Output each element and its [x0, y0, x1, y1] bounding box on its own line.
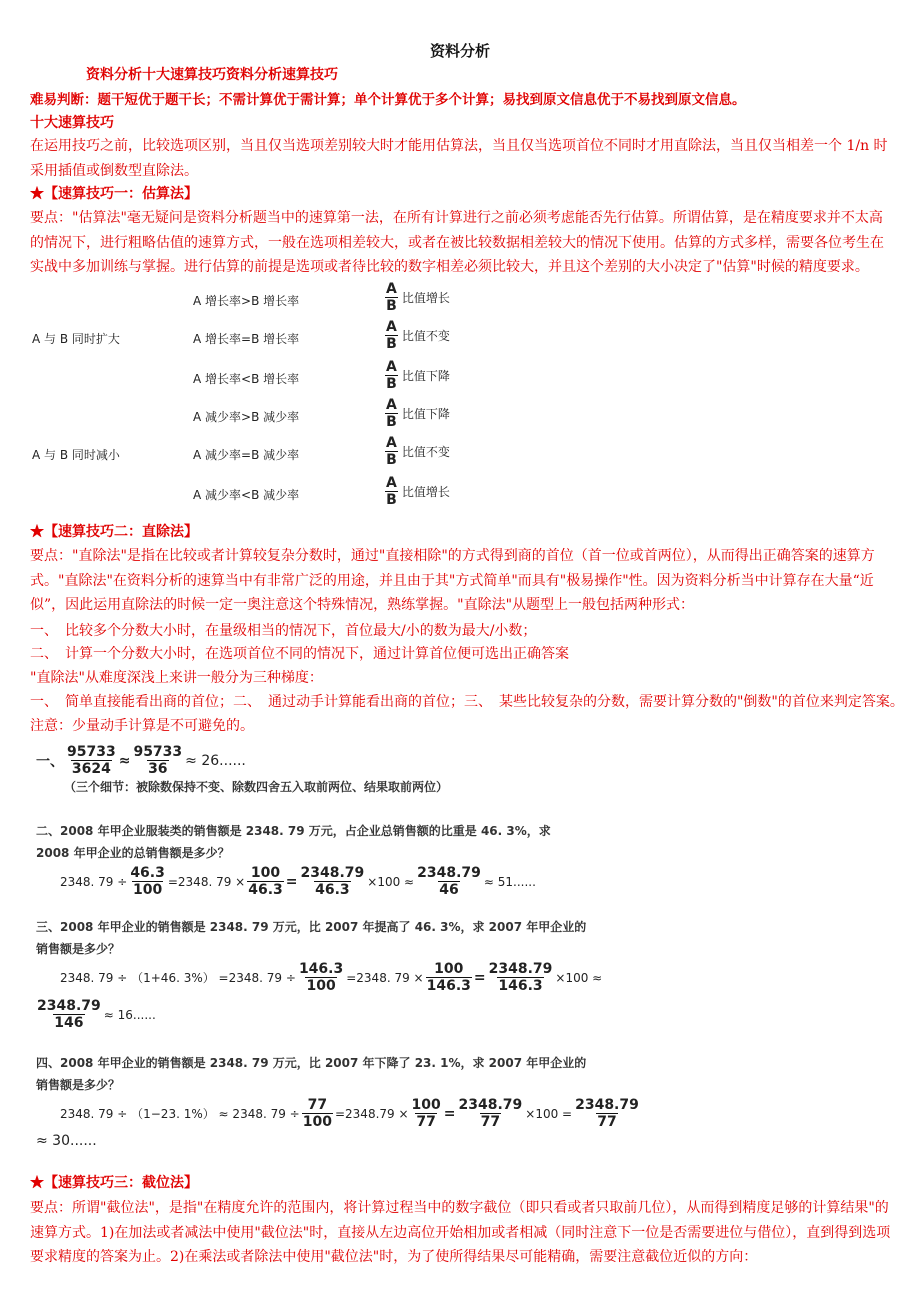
tip2-levels: 一、 简单直接能看出商的首位；二、 通过动手计算能看出商的首位；三、 某些比较复杂的分数，需要计算分数的"倒数"的首位来判定答案。 — [30, 694, 904, 710]
ab-fraction: $\frac{A}{B}$ — [386, 435, 397, 468]
table-cond: A 减少率<B 减少率 — [193, 488, 300, 502]
tip3-body: 要点：所谓"截位法"，是指"在精度允许的范围内，将计算过程当中的数字截位（即只看或者只取前几位），从而得到精度足够的计算结果"的速算方式。1)在加法或者减法中使用"截位法"时，直接从左边高位开始相加或者相减（同时注意下一位是否需要进位与借位），直到得到选项要求精度的答案为止。2)在乘法或者除法中使用"截位法"时，为了使所得结果尽可能精确，需要注意截位近似的方向： — [30, 1200, 891, 1265]
ab-fraction: $\frac{A}{B}$ — [386, 281, 397, 314]
example-2: 二、2008 年甲企业服装类的销售额是 2348. 79 万元，占企业总销售额的比重是 46. 3%，求 2008 年甲企业的总销售额是多少？ 2348. 79 ÷ $\frac{46.3}{100}$ =2348. 79 × $\frac{100}{46.3}$ = $\frac{2348.79}{46.3}$ ×100 ≈ $\frac{2348.79}{46}$ ≈ 51...... — [36, 824, 551, 898]
table-result: $\frac{A}{B}$ 比值下降 — [386, 397, 450, 430]
table-cond: A 减少率>B 减少率 — [193, 410, 300, 424]
ab-fraction: $\frac{A}{B}$ — [386, 475, 397, 508]
table-result: $\frac{A}{B}$ 比值增长 — [386, 475, 450, 508]
main-heading: 资料分析十大速算技巧资料分析速算技巧 — [86, 67, 338, 83]
group-label-shrink: A 与 B 同时减小 — [32, 448, 120, 462]
table-cond: A 增长率<B 增长率 — [193, 372, 300, 386]
section-title: 十大速算技巧 — [30, 115, 114, 131]
difficulty-rule: 难易判断：题干短优于题干长；不需计算优于需计算；单个计算优于多个计算；易找到原文信息优于不易找到原文信息。 — [30, 92, 746, 108]
table-result: $\frac{A}{B}$ 比值增长 — [386, 281, 450, 314]
tip2-levels-intro: "直除法"从难度深浅上来讲一般分为三种梯度： — [30, 670, 323, 686]
tip2-item-1: 一、 比较多个分数大小时，在量级相当的情况下，首位最大/小的数为最大/小数； — [30, 623, 537, 639]
table-cond: A 增长率=B 增长率 — [193, 332, 300, 346]
intro-paragraph: 在运用技巧之前，比较选项区别，当且仅当选项差别较大时才能用估算法，当且仅当选项首位不同时才用直除法，当且仅当相差一个 1/n 时采用插值或倒数型直除法。 — [30, 138, 888, 179]
table-result: $\frac{A}{B}$ 比值下降 — [386, 359, 450, 392]
group-label-expand: A 与 B 同时扩大 — [32, 332, 120, 346]
ab-fraction: $\frac{A}{B}$ — [386, 397, 397, 430]
example-4: 四、2008 年甲企业的销售额是 2348. 79 万元，比 2007 年下降了 23. 1%，求 2007 年甲企业的 销售额是多少？ 2348. 79 ÷ （1−23. 1%） ≈ 2348. 79 ÷ $\frac{77}{100}$ =2348.79 × $\frac{100}{77}$ = $\frac{2348.79}{77}$ ×100 = $\frac{2348.79}{77}$ ≈ 30...... — [36, 1056, 639, 1149]
tip3-title: ★【速算技巧三：截位法】 — [30, 1175, 198, 1191]
page-title: 资料分析 — [429, 42, 490, 60]
table-cond: A 减少率=B 减少率 — [193, 448, 300, 462]
example-1-note: （三个细节：被除数保持不变、除数四舍五入取前两位、结果取前两位） — [64, 780, 449, 794]
tip2-note: 注意：少量动手计算是不可避免的。 — [30, 718, 254, 734]
table-result: $\frac{A}{B}$ 比值不变 — [386, 435, 450, 468]
tip2-item-2: 二、 计算一个分数大小时，在选项首位不同的情况下，通过计算首位便可选出正确答案 — [30, 646, 569, 662]
tip2-title: ★【速算技巧二：直除法】 — [30, 524, 198, 540]
example-3: 三、2008 年甲企业的销售额是 2348. 79 万元，比 2007 年提高了 46. 3%，求 2007 年甲企业的 销售额是多少？ 2348. 79 ÷ （1+46. 3%） =2348. 79 ÷ $\frac{146.3}{100}$ =2348. 79 × $\frac{100}{146.3}$ = $\frac{2348.79}{146.3}$ ×100 ≈ $\frac{2348.79}{146}$ ≈ 16...... — [36, 920, 603, 1031]
tip2-body: 要点："直除法"是指在比较或者计算较复杂分数时，通过"直接相除"的方式得到商的首位（首一位或首两位），从而得出正确答案的速算方式。"直除法"在资料分析的速算当中有非常广泛的用途，并且由于其"方式简单"而具有"极易操作"性。因为资料分析当中计算存在大量“近似”，因此运用直除法的时候一定一奥注意这个特殊情况，熟练掌握。"直除法"从题型上一般包括两种形式： — [30, 548, 875, 613]
table-result: $\frac{A}{B}$ 比值不变 — [386, 319, 450, 352]
tip1-title: ★【速算技巧一：估算法】 — [30, 186, 198, 202]
ab-fraction: $\frac{A}{B}$ — [386, 319, 397, 352]
ab-fraction: $\frac{A}{B}$ — [386, 359, 397, 392]
table-cond: A 增长率>B 增长率 — [193, 294, 300, 308]
example-1: 一、 $\frac{95733}{3624}$ ≈ $\frac{95733}{36}$ ≈ 26...... （三个细节：被除数保持不变、除数四舍五入取前两位、结果取前两位） — [36, 744, 449, 794]
tip1-body: 要点："估算法"毫无疑问是资料分析题当中的速算第一法，在所有计算进行之前必须考虑能否先行估算。所谓估算，是在精度要求并不太高的情况下，进行粗略估值的速算方式，一般在选项相差较大，或者在被比较数据相差较大的情况下使用。估算的方式多样，需要各位考生在实战中多加训练与掌握。进行估算的前提是选项或者待比较的数字相差必须比较大，并且这个差别的大小决定了"估算"时候的精度要求。 — [30, 210, 884, 275]
